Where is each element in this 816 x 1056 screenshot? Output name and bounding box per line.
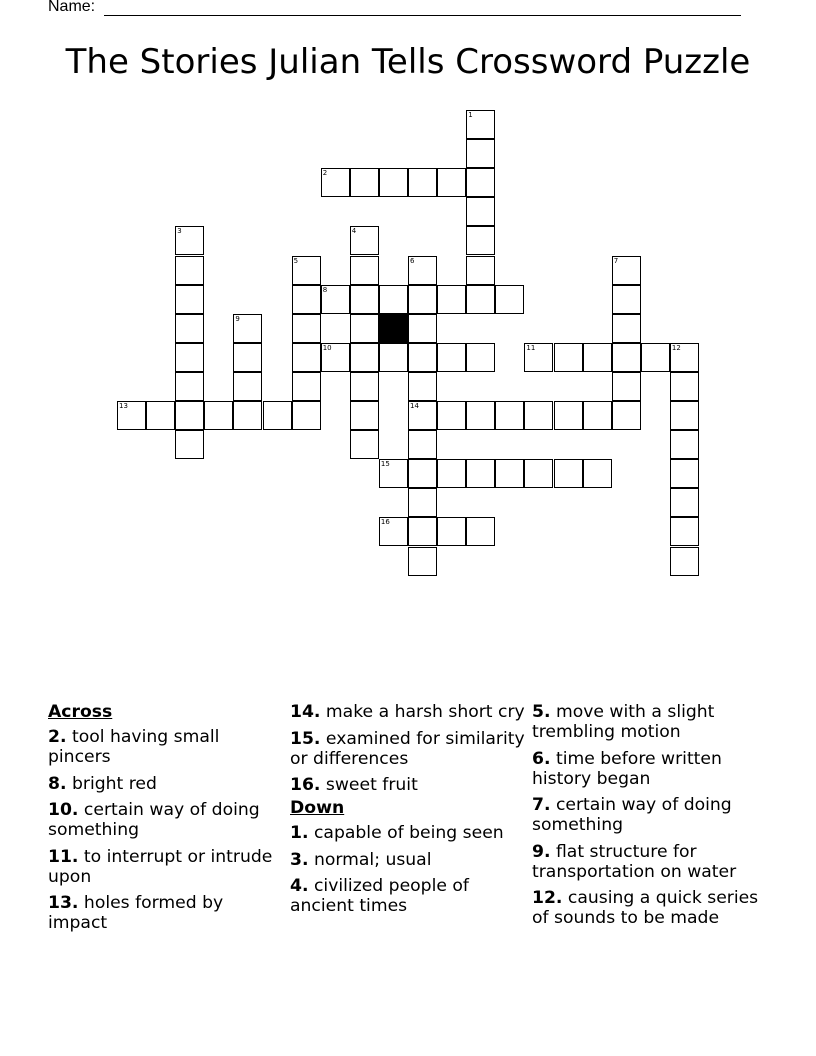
clue-column-2: [290, 702, 525, 923]
grid-cell[interactable]: [175, 401, 204, 430]
grid-cell[interactable]: [437, 343, 466, 372]
grid-cell[interactable]: [408, 430, 437, 459]
grid-cell[interactable]: [670, 488, 699, 517]
grid-cell[interactable]: [408, 517, 437, 546]
clue-across-11: 11. to interrupt or intrude upon: [48, 846, 273, 887]
clue-number: 7: [613, 256, 619, 265]
clue-across-8: 8. bright red: [48, 773, 157, 794]
grid-cell[interactable]: [292, 401, 321, 430]
clue-number: 9: [235, 314, 240, 323]
grid-cell[interactable]: [612, 372, 641, 401]
grid-cell[interactable]: [466, 197, 495, 226]
grid-cell[interactable]: [321, 343, 350, 372]
clue-number: 13: [119, 402, 128, 410]
clue-across-10: 10. certain way of doing something: [48, 800, 260, 840]
grid-cell[interactable]: [495, 459, 524, 488]
clue-across-13: 13. holes formed by impact: [48, 893, 224, 933]
grid-cell[interactable]: [117, 401, 146, 430]
grid-cell[interactable]: [437, 517, 466, 546]
grid-cell[interactable]: [175, 256, 204, 285]
grid-cell[interactable]: [466, 459, 495, 488]
clue-column-1: [48, 702, 278, 940]
clue-number: 11: [526, 343, 536, 352]
clue-number: 12: [671, 343, 681, 352]
grid-cell[interactable]: [292, 314, 321, 343]
clue-down-6: 6. time before written history began: [532, 748, 722, 789]
clue-number: 3: [177, 227, 182, 236]
grid-cell[interactable]: [583, 343, 612, 372]
grid-cell[interactable]: [379, 459, 408, 488]
clue-number: 6: [410, 256, 415, 265]
grid-cell[interactable]: [350, 343, 379, 372]
clue-number: 2: [322, 169, 328, 178]
grid-cell[interactable]: [554, 459, 583, 488]
clue-number: 8: [322, 285, 328, 294]
grid-cell[interactable]: [175, 285, 204, 314]
grid-cell[interactable]: [466, 139, 495, 168]
grid-cell[interactable]: [524, 401, 553, 430]
grid-cell[interactable]: [350, 168, 379, 197]
grid-cell[interactable]: [379, 343, 408, 372]
grid-cell[interactable]: [408, 168, 437, 197]
grid-cell[interactable]: [583, 401, 612, 430]
down-heading: Down: [290, 798, 345, 818]
grid-cell[interactable]: [175, 372, 204, 401]
grid-cell[interactable]: [350, 226, 379, 255]
clue-number: 1: [468, 111, 473, 119]
grid-cell[interactable]: [466, 517, 495, 546]
clue-down-1: 1. capable of being seen: [290, 823, 504, 843]
across-heading: Across: [48, 702, 113, 722]
clue-number: 10: [322, 343, 332, 352]
clue-down-9: 9. flat structure for transportation on water: [532, 841, 737, 882]
grid-cell[interactable]: [350, 372, 379, 401]
grid-cell[interactable]: [146, 401, 175, 430]
name-label: Name:: [48, 0, 96, 15]
clue-number: 4: [351, 227, 357, 236]
grid-cell[interactable]: [379, 285, 408, 314]
grid-cell[interactable]: [408, 547, 437, 576]
puzzle-title: The Stories Julian Tells Crossword Puzzle: [65, 42, 751, 82]
grid-cell[interactable]: [408, 459, 437, 488]
grid-cell[interactable]: [612, 314, 641, 343]
grid-cell[interactable]: [583, 459, 612, 488]
grid-cell[interactable]: [350, 430, 379, 459]
clue-down-12: 12. causing a quick series of sounds to be made: [532, 888, 759, 928]
grid-cell[interactable]: [350, 314, 379, 343]
grid-cell[interactable]: [408, 314, 437, 343]
grid-cell[interactable]: [175, 343, 204, 372]
clue-across-15: 15. examined for similarity or differences: [290, 728, 525, 769]
grid-cell[interactable]: [263, 401, 292, 430]
grid-cell[interactable]: [670, 372, 699, 401]
grid-cell[interactable]: [670, 430, 699, 459]
clue-across-2: 2. tool having small pincers: [48, 727, 220, 767]
grid-cell[interactable]: [466, 226, 495, 255]
grid-cell[interactable]: [612, 256, 641, 285]
grid-cell[interactable]: [554, 401, 583, 430]
grid-cell[interactable]: [437, 401, 466, 430]
grid-cell[interactable]: [437, 459, 466, 488]
grid-cell[interactable]: [466, 168, 495, 197]
clue-number: 5: [293, 256, 299, 265]
grid-cell[interactable]: [408, 401, 437, 430]
grid-cell[interactable]: [408, 285, 437, 314]
grid-cell[interactable]: [670, 459, 699, 488]
grid-cell[interactable]: [466, 343, 495, 372]
grid-cell[interactable]: [437, 168, 466, 197]
grid-cell[interactable]: [408, 343, 437, 372]
grid-cell[interactable]: [292, 256, 321, 285]
clue-down-4: 4. civilized people of ancient times: [290, 876, 469, 916]
grid-cell[interactable]: [495, 401, 524, 430]
grid-cell[interactable]: [379, 517, 408, 546]
grid-cell[interactable]: [466, 401, 495, 430]
grid-cell[interactable]: [437, 285, 466, 314]
grid-cell[interactable]: [466, 256, 495, 285]
grid-cell[interactable]: [292, 343, 321, 372]
grid-cell[interactable]: [524, 459, 553, 488]
grid-cell[interactable]: [292, 285, 321, 314]
clue-down-7: 7. certain way of doing something: [532, 795, 732, 835]
grid-cell[interactable]: [379, 168, 408, 197]
grid-cell[interactable]: [612, 343, 641, 372]
grid-cell[interactable]: [670, 547, 699, 576]
grid-cell[interactable]: [408, 372, 437, 401]
grid-cell[interactable]: [175, 430, 204, 459]
grid-cell[interactable]: [670, 401, 699, 430]
grid-cell[interactable]: [466, 110, 495, 139]
clue-across-14: 14. make a harsh short cry: [290, 702, 525, 722]
grid-cell[interactable]: [233, 401, 262, 430]
grid-cell[interactable]: [466, 285, 495, 314]
grid-cell[interactable]: [350, 285, 379, 314]
grid-cell[interactable]: [233, 314, 262, 343]
grid-cell[interactable]: [175, 226, 204, 255]
grid-cell[interactable]: [204, 401, 233, 430]
grid-cell[interactable]: [350, 401, 379, 430]
grid-cell[interactable]: [233, 372, 262, 401]
grid-cell[interactable]: [321, 285, 350, 314]
clue-across-16: 16. sweet fruit: [290, 775, 418, 795]
grid-cell[interactable]: [670, 343, 699, 372]
grid-cell[interactable]: [495, 285, 524, 314]
grid-cell[interactable]: [612, 285, 641, 314]
grid-cell[interactable]: [321, 168, 350, 197]
grid-cell[interactable]: [175, 314, 204, 343]
grid-cell[interactable]: [670, 517, 699, 546]
grid-cell[interactable]: [612, 401, 641, 430]
grid-cell[interactable]: [554, 343, 583, 372]
clue-down-3: 3. normal; usual: [290, 849, 432, 870]
clue-number: 16: [380, 518, 390, 527]
grid-cell[interactable]: [233, 343, 262, 372]
grid-cell[interactable]: [641, 343, 670, 372]
clue-column-3: [532, 702, 772, 935]
grid-cell[interactable]: [408, 488, 437, 517]
grid-cell[interactable]: [408, 256, 437, 285]
grid-cell[interactable]: [350, 256, 379, 285]
clue-number: 14: [410, 402, 419, 410]
grid-cell[interactable]: [292, 372, 321, 401]
grid-cell[interactable]: [524, 343, 553, 372]
clue-down-5: 5. move with a slight trembling motion: [532, 702, 715, 742]
black-cell: [379, 314, 408, 343]
clue-number: 15: [380, 460, 390, 469]
